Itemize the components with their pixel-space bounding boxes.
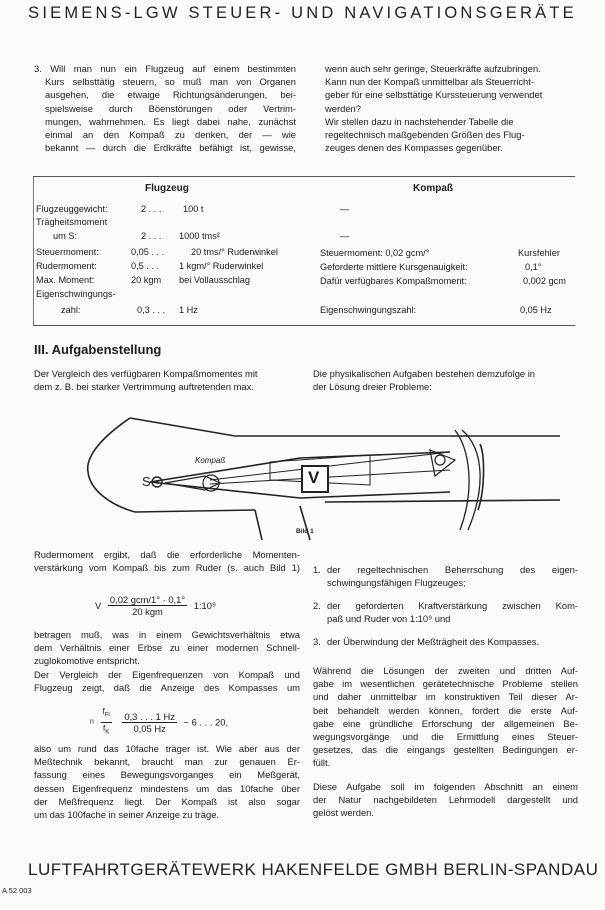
text-line: einmal an den Kompaß zu denken, der — wie bbox=[45, 128, 296, 140]
table-cell: Max. Moment: bbox=[36, 275, 95, 285]
table-cell: 1 kgm/° Ruderwinkel bbox=[179, 261, 264, 271]
formula-result: 1:10⁹ bbox=[193, 600, 216, 611]
text-line: werden? bbox=[325, 102, 361, 114]
text-line: Kurs selbsttätig steuern, so muß man von Organen bbox=[45, 76, 296, 88]
table-cell: Trägheitsmoment bbox=[36, 217, 108, 227]
text-line: und daher unmittelbar im konstruktiven Teil dieser Ar- bbox=[313, 691, 578, 703]
text-line: spielsweise durch Böenstörungen oder Vertrim- bbox=[45, 102, 296, 114]
list-number: 1. bbox=[313, 564, 321, 575]
list-item bbox=[313, 599, 578, 635]
text-line: Während die Lösungen der zweiten und dritten Auf- bbox=[313, 665, 578, 676]
table-cell: Geforderte mittlere Kursgenauigkeit: bbox=[320, 262, 468, 272]
table-cell: 20 tms/° Ruderwinkel bbox=[191, 247, 278, 257]
text-line: regeltechnisch maßgebenden Größen des Flug- bbox=[325, 128, 525, 140]
formula-f-fl bbox=[101, 706, 112, 723]
text-line: der regeltechnischen Beherrschung des eigen- bbox=[327, 564, 578, 575]
list-item bbox=[313, 635, 578, 659]
text-line: Rudermoment ergibt, daß die erforderliche Momenten- bbox=[34, 549, 300, 560]
text-line: zuglokomotive entspricht. bbox=[34, 655, 140, 667]
right-column-top bbox=[325, 62, 575, 154]
text-line: füllt. bbox=[313, 757, 331, 769]
table-cell: — bbox=[340, 204, 350, 214]
page-footer: LUFTFAHRTGERÄTEWERK HAKENFELDE GMBH BERLIN-SPANDAU bbox=[28, 860, 599, 879]
text-line: Der Vergleich des verfügbaren Kompaßmomentes mit bbox=[34, 368, 258, 379]
formula-f: f bbox=[103, 723, 106, 733]
text-line: bekannt — durch die Erdkräfte befähigt ist, gewisse, bbox=[45, 142, 296, 154]
text-line: paß und Ruder von 1:10⁹ und bbox=[327, 613, 451, 625]
formula-v: V bbox=[95, 600, 102, 611]
page-header: SIEMENS-LGW STEUER- UND NAVIGATIONSGERÄTE bbox=[28, 4, 577, 22]
list-number: 2. bbox=[313, 600, 321, 611]
text-line: also um rund das 10fache träger ist. Wie aber aus der bbox=[34, 743, 300, 754]
table-cell: — bbox=[340, 231, 350, 241]
bottom-right-text-b bbox=[313, 780, 578, 820]
figure-caption: Bild 1 bbox=[296, 528, 314, 535]
section-left-text bbox=[34, 367, 300, 393]
text-line: betragen muß, was in einem Gewichtsverhältnis etwa bbox=[34, 629, 300, 640]
table-cell: Steuermoment: 0,02 gcm/° bbox=[320, 248, 430, 258]
text-line: der geforderten Kraftverstärkung zwischen Kom- bbox=[327, 600, 578, 611]
text-line: Diese Aufgabe soll im folgenden Abschnitt an einem bbox=[313, 781, 578, 792]
bottom-left-text bbox=[34, 548, 300, 574]
text-line: wenn auch sehr geringe, Steuerkräfte aufzubringen. bbox=[325, 63, 541, 74]
table-cell: Flugzeuggewicht: bbox=[36, 204, 108, 214]
formula-sub: Fl bbox=[104, 712, 110, 719]
table-cell: 0,002 gcm bbox=[523, 276, 566, 286]
formula-n: n bbox=[90, 718, 94, 726]
text-line: Meßtechnik bekannt, braucht man zur genauen Er- bbox=[34, 756, 300, 768]
figure-label-kompass: Kompaß bbox=[195, 456, 226, 465]
table-cell: zahl: bbox=[61, 305, 81, 315]
text-line: fassung eines Bewegungsvorganges ein Meßgerät, bbox=[34, 769, 300, 781]
text-line: beit behandelt werden können, fordert die erste Auf- bbox=[313, 704, 578, 716]
table-head-flugzeug: Flugzeug bbox=[145, 183, 189, 194]
text-line: gesetzes, das die eingangs gestellten Bedingungen er- bbox=[313, 744, 578, 756]
text-line: gelöst werden. bbox=[313, 807, 374, 819]
formula-fraction bbox=[122, 711, 177, 734]
table-cell: Eigenschwingungszahl: bbox=[320, 305, 417, 315]
text-line: der Natur nachgebildeten Lehrmodell dargestellt und bbox=[313, 794, 578, 806]
table-cell: bei Vollausschlag bbox=[179, 275, 250, 285]
table-cell: 0,1° bbox=[525, 262, 542, 272]
text-line: Der Vergleich der Eigenfrequenzen von Kompaß und bbox=[34, 668, 300, 680]
formula-result: ~ 6 . . . 20, bbox=[183, 716, 229, 728]
list-item bbox=[313, 563, 578, 599]
table-cell: 0,5 . . . bbox=[131, 261, 160, 271]
table-cell: 0,05 . . . bbox=[131, 247, 165, 257]
formula-sub: K bbox=[105, 729, 110, 736]
text-line: schwingungsfähigen Flugzeuges; bbox=[327, 577, 466, 589]
table-cell: 20 kgm bbox=[131, 275, 162, 285]
text-line: zeuges denen des Kompasses gegenüber. bbox=[325, 142, 503, 154]
text-line: der Meßfrequenz liegt. Der Kompaß ist also sogar bbox=[34, 795, 300, 807]
formula-momentverstaerkung bbox=[95, 594, 216, 617]
table-left-rule bbox=[33, 177, 34, 325]
formula-ratio bbox=[101, 706, 112, 738]
text-line: 3. Will man nun ein Flugzeug auf einem bestimmten bbox=[34, 63, 296, 74]
formula-f-k bbox=[101, 723, 112, 739]
formula-denominator: 0,05 Hz bbox=[133, 722, 166, 734]
text-line: Flugzeug zeigt, daß die Anzeige des Kompasses um bbox=[34, 681, 300, 693]
text-line: der Überwindung der Meßträgheit des Kompasses. bbox=[327, 636, 540, 647]
section-right-text bbox=[313, 367, 578, 393]
table-cell: 0,3 . . . bbox=[137, 305, 166, 315]
table-cell: 1000 tms² bbox=[179, 231, 220, 241]
text-line: gabe im wesentlichen gerätetechnische Probleme stellen bbox=[313, 678, 578, 690]
formula-numerator: 0,3 . . . 1 Hz bbox=[124, 710, 175, 722]
table-cell: 100 t bbox=[183, 204, 204, 214]
table-cell: Dafür verfügbares Kompaßmoment: bbox=[320, 276, 467, 286]
text-line: gabe eine gründliche Erforschung der allgemeinen Be- bbox=[313, 717, 578, 729]
table-cell: Eigenschwingungs- bbox=[36, 289, 116, 299]
comparison-table bbox=[33, 176, 575, 326]
problems-list bbox=[313, 563, 578, 659]
formula-frequenz bbox=[90, 706, 228, 738]
text-line: wegungsvorgänge und die Ermittlung eines Steuer- bbox=[313, 730, 578, 742]
table-cell: Steuermoment: bbox=[36, 247, 99, 257]
text-line: dem Verhältnis einer Erbse zu einer modernen Schnell- bbox=[34, 642, 300, 654]
figure-label-v: V bbox=[308, 468, 320, 487]
text-line: Kann nun der Kompaß unmittelbar als Steuerricht- bbox=[325, 76, 534, 88]
formula-fraction bbox=[108, 594, 187, 617]
left-column-top bbox=[34, 62, 296, 154]
bottom-left-text-b bbox=[34, 628, 300, 694]
section-title: III. Aufgabenstellung bbox=[34, 342, 162, 357]
table-cell: 0,05 Hz bbox=[520, 305, 552, 315]
text-line: um das 100fache in seiner Anzeige zu träge. bbox=[34, 808, 220, 820]
text-line: der Lösung dreier Probleme: bbox=[313, 381, 432, 393]
formula-f: f bbox=[102, 707, 105, 716]
table-cell: Kursfehler bbox=[518, 248, 560, 258]
text-line: Wir stellen dazu in nachstehender Tabelle die bbox=[325, 115, 514, 127]
table-head-kompass: Kompaß bbox=[413, 183, 453, 194]
formula-denominator: 20 kgm bbox=[132, 606, 163, 617]
table-cell: 2 . . . bbox=[141, 231, 162, 241]
text-line: dessen Eigenfrequenz mindestens um das 10fache über bbox=[34, 782, 300, 794]
figure-label-s: S bbox=[142, 474, 151, 489]
text-line: Die physikalischen Aufgaben bestehen demzufolge in bbox=[313, 368, 536, 379]
table-cell: 2 . . . bbox=[141, 204, 162, 214]
text-line: verstärkung vom Kompaß bis zum Ruder (s. auch Bild 1) bbox=[34, 562, 300, 574]
document-code: A 52 003 bbox=[2, 886, 32, 895]
text-line: dem z. B. bei starker Vertrimmung auftretenden max. bbox=[34, 381, 254, 393]
list-number: 3. bbox=[313, 636, 321, 647]
bottom-right-text bbox=[313, 664, 578, 770]
figure-aircraft-diagram bbox=[30, 410, 590, 540]
text-line: ausgehen, die etwaige Richtungsänderungen, bei- bbox=[45, 89, 296, 101]
text-line: mungen, wahrnehmen. Es liegt dabei nahe, zunächst bbox=[45, 115, 296, 127]
table-cell: Rudermoment: bbox=[36, 261, 97, 271]
formula-numerator: 0,02 gcm/1° · 0,1° bbox=[109, 594, 186, 605]
text-line: geber für eine selbsttätige Kurssteuerung verwendet bbox=[325, 89, 543, 101]
table-cell: 1 Hz bbox=[179, 305, 198, 315]
table-cell: um S: bbox=[53, 231, 77, 241]
bottom-left-text-c bbox=[34, 742, 300, 821]
